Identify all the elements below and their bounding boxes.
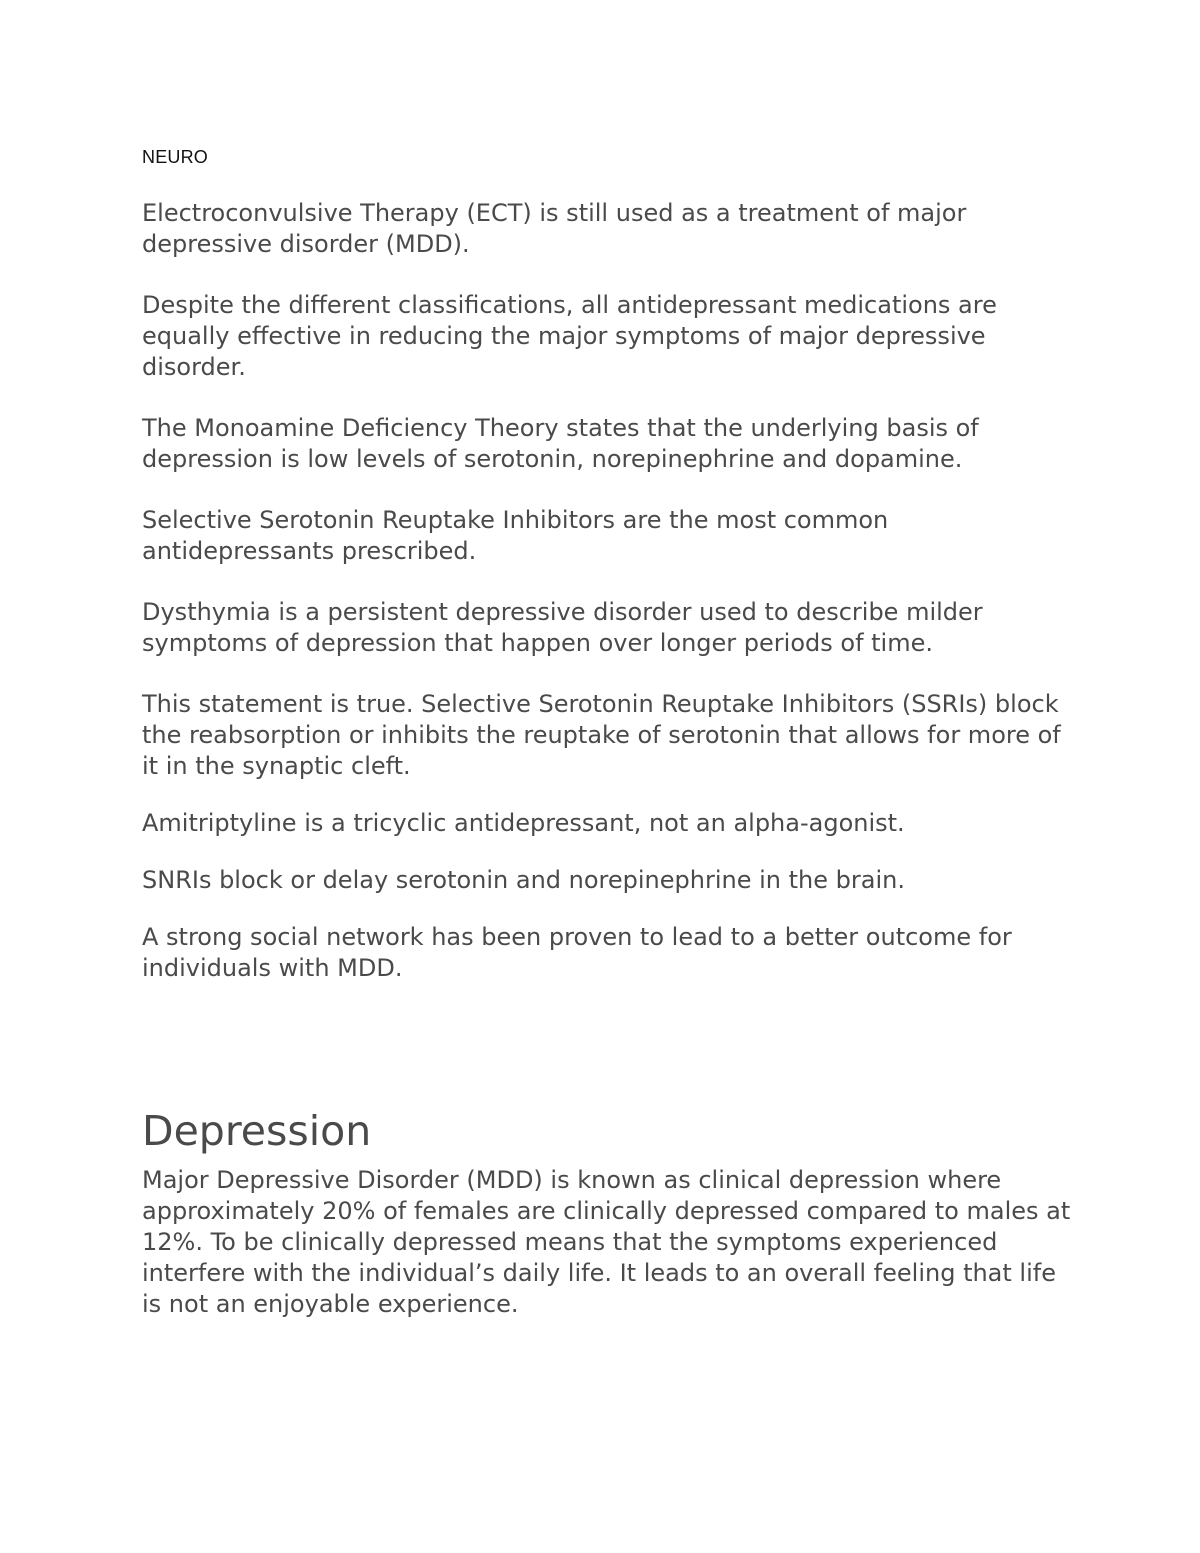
document-content [142, 146, 1072, 1350]
document-label: NEURO [142, 147, 209, 167]
paragraph-antidepressant-effectiveness: Despite the different classifications, all antidepressant medications are equally effective in reducing the major symptoms of major depressive disorder. [142, 291, 997, 381]
paragraph-ssri-common: Selective Serotonin Reuptake Inhibitors are the most common antidepressants prescribed. [142, 506, 889, 565]
paragraph-ect: Electroconvulsive Therapy (ECT) is still used as a treatment of major depressive disorder (MDD). [142, 199, 967, 258]
paragraph-monoamine-theory: The Monoamine Deficiency Theory states that the underlying basis of depression is low levels of serotonin, norepinephrine and dopamine. [142, 414, 979, 473]
paragraph-snris: SNRIs block or delay serotonin and norepinephrine in the brain. [142, 866, 905, 894]
section-heading: Depression [142, 1107, 372, 1155]
paragraph-dysthymia: Dysthymia is a persistent depressive disorder used to describe milder symptoms of depression that happen over longer periods of time. [142, 598, 983, 657]
paragraph-ssri-mechanism: This statement is true. Selective Serotonin Reuptake Inhibitors (SSRIs) block the reabsorption or inhibits the reuptake of serotonin that allows for more of it in the synaptic cleft. [142, 690, 1061, 780]
paragraph-amitriptyline: Amitriptyline is a tricyclic antidepressant, not an alpha-agonist. [142, 809, 905, 837]
section-body: Major Depressive Disorder (MDD) is known as clinical depression where approximately 20% of females are clinically depressed compared to males at 12%. To be clinically depressed means that the symptoms experienced interfere with the individual’s daily life. It leads to an overall feeling that life is not an enjoyable experience. [142, 1166, 1071, 1318]
paragraph-social-network: A strong social network has been proven to lead to a better outcome for individuals with MDD. [142, 923, 1012, 982]
section-spacer [142, 1014, 1072, 1105]
